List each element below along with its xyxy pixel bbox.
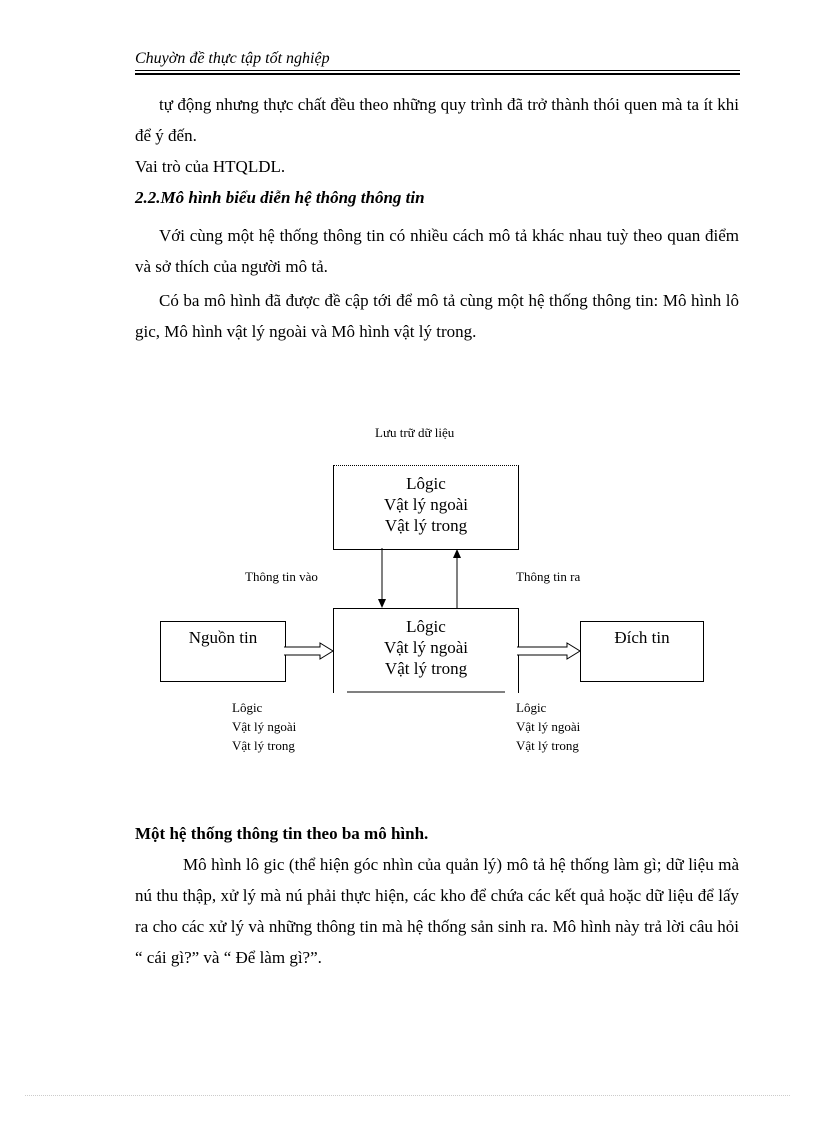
source-list-logic: Lôgic xyxy=(232,700,263,715)
arrow-processing-to-destination xyxy=(517,643,580,659)
destination-label: Đích tin xyxy=(614,628,670,647)
storage-physical-internal: Vật lý trong xyxy=(384,516,468,535)
dest-list-physical-internal: Vật lý trong xyxy=(516,738,579,753)
processing-logic: Lôgic xyxy=(406,617,446,636)
arrow-up-head xyxy=(453,549,461,558)
dest-list-physical-external: Vật lý ngoài xyxy=(516,719,581,734)
source-list-physical-internal: Vật lý trong xyxy=(232,738,295,753)
processing-physical-external: Vật lý ngoài xyxy=(383,638,469,657)
paragraph-description: Với cùng một hệ thống thông tin có nhiều cách mô tả khác nhau tuỳ theo quan điểm và sở thích của người mô tả. xyxy=(135,226,739,276)
storage-logic: Lôgic xyxy=(406,474,446,493)
output-label: Thông tin ra xyxy=(516,569,581,584)
paragraph-logical-model: Mô hình lô gic (thể hiện góc nhìn của quản lý) mô tả hệ thống làm gì; dữ liệu mà nú thu thập, xử lý mà nú phải thực hiện, các kho để chứa các kết quả hoặc dữ liệu để lấy ra cho các xử lý và những thông tin mà hệ thống sản sinh ra. Mô hình này trả lời câu hỏi “ cái gì?” và “ Để làm gì?”. xyxy=(135,855,739,967)
input-label: Thông tin vào xyxy=(245,569,318,584)
arrow-source-to-processing xyxy=(284,643,333,659)
paragraph-three-models: Có ba mô hình đã được đề cập tới để mô tả cùng một hệ thống thông tin: Mô hình lô gic, Mô hình vật lý ngoài và Mô hình vật lý trong. xyxy=(135,291,739,341)
storage-physical-external: Vật lý ngoài xyxy=(383,495,469,514)
arrow-down-head xyxy=(378,599,386,608)
storage-label: Lưu trữ dữ liệu xyxy=(375,425,455,440)
source-label: Nguồn tin xyxy=(188,628,258,647)
diagram-caption: Một hệ thống thông tin theo ba mô hình. xyxy=(135,824,429,843)
processing-physical-internal: Vật lý trong xyxy=(384,659,468,678)
section-heading: 2.2.Mô hình biểu diễn hệ thông thông tin xyxy=(135,188,425,207)
source-list-physical-external: Vật lý ngoài xyxy=(232,719,297,734)
page-bottom-rule xyxy=(25,1095,790,1096)
paragraph-continuation: tự động nhưng thực chất đều theo những quy trình đã trở thành thói quen mà ta ít khi để ý đến. xyxy=(135,95,739,145)
paragraph-role: Vai trò của HTQLDL. xyxy=(135,157,286,176)
running-header: Chuyờn đề thực tập tốt nghiệp xyxy=(135,50,330,67)
dest-list-logic: Lôgic xyxy=(516,700,547,715)
